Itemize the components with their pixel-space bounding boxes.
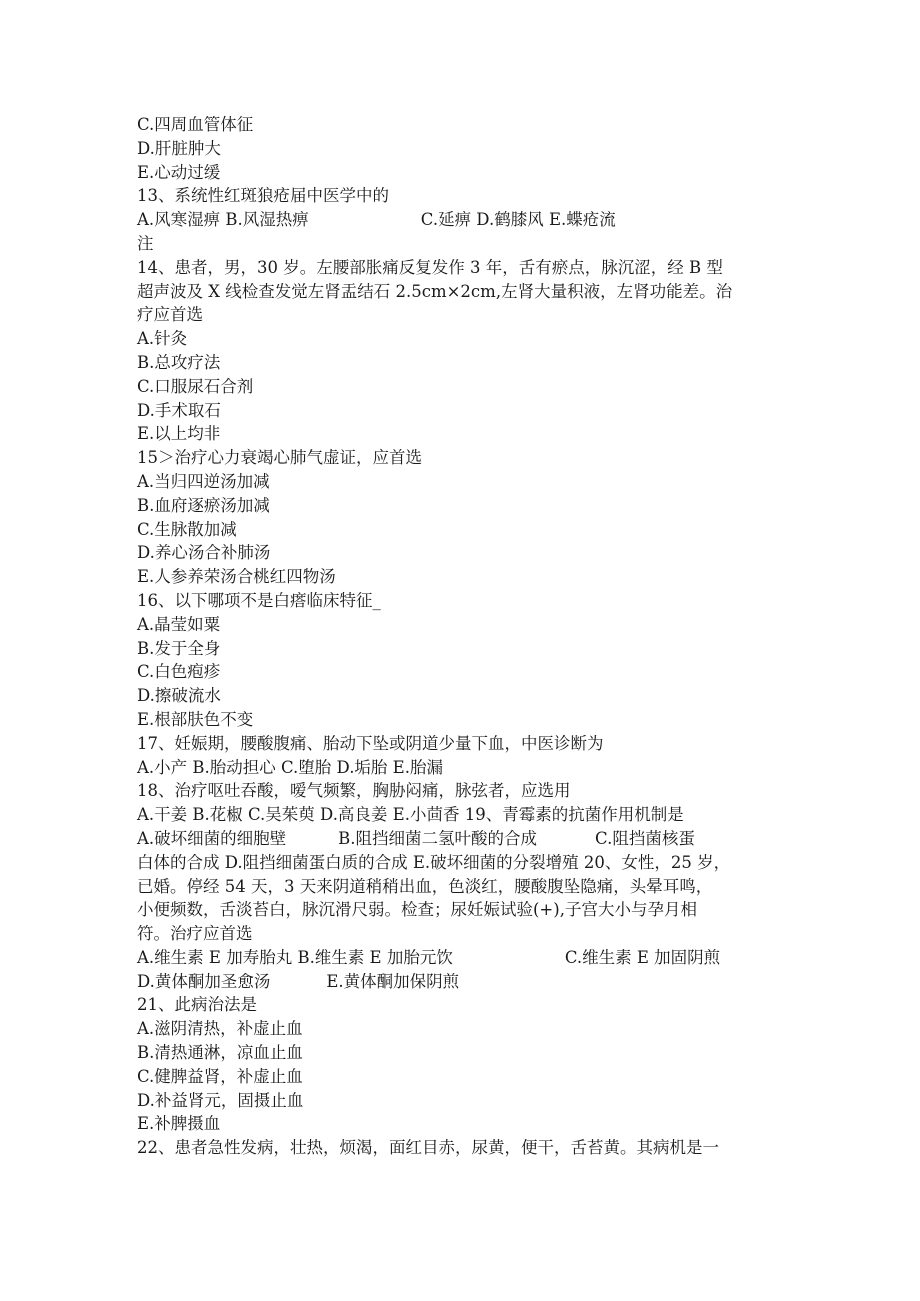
- text-line: C.白色疱疹: [137, 662, 221, 682]
- text-segment: A.风寒湿痹 B.风湿热痹: [137, 210, 309, 230]
- text-line: D.补益肾元，固摄止血: [137, 1090, 304, 1110]
- text-line: E.以上均非: [137, 424, 221, 444]
- text-line: [137, 208, 787, 232]
- text-line: [137, 827, 787, 851]
- text-segment: C.延痹 D.鹤膝风 E.蝶疮流: [420, 210, 616, 230]
- text-line: 22、患者急性发病，壮热，烦渴，面红目赤，尿黄，便干，舌苔黄。其病机是一: [137, 1138, 719, 1158]
- text-line: 注: [137, 233, 154, 253]
- text-line: B.清热通淋，凉血止血: [137, 1043, 303, 1063]
- text-line: 15＞治疗心力衰竭心肺气虚证，应首选: [137, 448, 422, 468]
- text-line: 超声波及 X 线检查发觉左肾盂结石 2.5cm×2cm,左肾大量积液，左肾功能差。治: [137, 281, 733, 301]
- text-line: D.手术取石: [137, 400, 221, 420]
- text-line: A.干姜 B.花椒 C.吴茱萸 D.高良姜 E.小茴香 19、青霉素的抗菌作用机制是: [137, 805, 684, 825]
- text-line: 白体的合成 D.阻挡细菌蛋白质的合成 E.破坏细菌的分裂增殖 20、女性，25 岁，: [137, 852, 731, 872]
- text-segment: C.阻挡菌核蛋: [595, 828, 695, 848]
- text-line: 17、妊娠期，腰酸腹痛、胎动下坠或阴道少量下血，中医诊断为: [137, 733, 604, 753]
- text-segment: E.黄体酮加保阴煎: [326, 971, 460, 991]
- text-line: E.补脾摄血: [137, 1114, 221, 1134]
- text-line: C.口服尿石合剂: [137, 376, 254, 396]
- text-line: C.四周血管体征: [137, 115, 254, 134]
- text-segment: C.维生素 E 加固阴煎: [564, 947, 721, 967]
- text-line: 18、治疗呕吐吞酸，嗳气频繁，胸胁闷痛，脉弦者，应选用: [137, 781, 571, 801]
- text-line: B.总攻疗法: [137, 352, 221, 372]
- text-segment: B.阻挡细菌二氢叶酸的合成: [338, 828, 538, 848]
- text-line: B.发于全身: [137, 638, 221, 658]
- text-line: 14、患者，男，30 岁。左腰部胀痛反复发作 3 年，舌有瘀点，脉沉涩，经 B 型: [137, 257, 723, 277]
- text-segment: A.维生素 E 加寿胎丸 B.维生素 E 加胎元饮: [137, 947, 453, 967]
- text-segment: D.黄体酮加圣愈汤: [137, 971, 271, 991]
- text-line: [137, 946, 787, 970]
- text-line: C.健脾益肾，补虚止血: [137, 1066, 303, 1086]
- document-text: [137, 113, 787, 1160]
- text-line: A.晶莹如粟: [137, 614, 221, 634]
- text-line: E.根部肤色不变: [137, 709, 254, 729]
- text-line: D.养心汤合补肺汤: [137, 543, 271, 563]
- text-line: D.肝脏肿大: [137, 138, 221, 158]
- text-line: 13、系统性红斑狼疮届中医学中的: [137, 186, 389, 206]
- text-line: A.针灸: [137, 329, 188, 349]
- text-line: D.擦破流水: [137, 686, 221, 706]
- text-line: C.生脉散加减: [137, 519, 237, 539]
- text-line: 疗应首选: [137, 305, 203, 325]
- text-line: B.血府逐瘀汤加减: [137, 495, 270, 515]
- text-line: 小便频数，舌淡苔白，脉沉滑尺弱。检查；尿妊娠试验(+),子宫大小与孕月相: [137, 900, 697, 920]
- text-line: E.人参养荣汤合桃红四物汤: [137, 567, 336, 587]
- text-line: 21、此病治法是: [137, 995, 257, 1015]
- text-segment: A.破坏细菌的细胞壁: [137, 828, 287, 848]
- text-line: 符。治疗应首选: [137, 924, 253, 944]
- text-line: 已婚。停经 54 天，3 天来阴道稍稍出血，色淡红，腰酸腹坠隐痛，头晕耳鸣，: [137, 876, 713, 896]
- text-line: 16、以下哪项不是白瘩临床特征_: [137, 590, 381, 610]
- text-line: A.小产 B.胎动担心 C.堕胎 D.垢胎 E.胎漏: [137, 757, 443, 777]
- text-line: [137, 970, 787, 994]
- text-line: A.滋阴清热，补虚止血: [137, 1019, 303, 1039]
- text-line: E.心动过缓: [137, 162, 221, 182]
- text-line: A.当归四逆汤加减: [137, 471, 270, 491]
